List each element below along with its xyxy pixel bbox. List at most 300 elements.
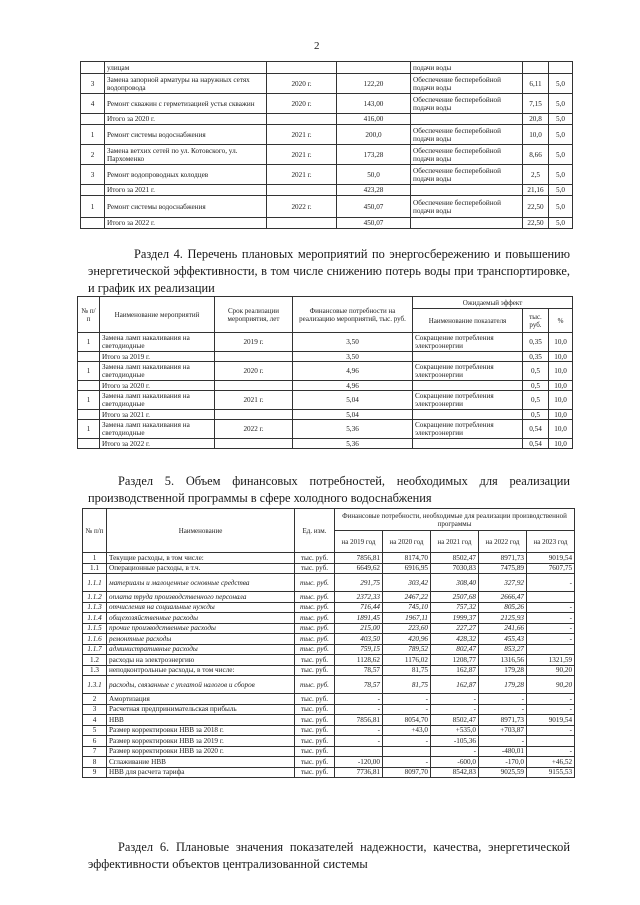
row-percent: 5,0 <box>549 185 573 196</box>
row-name: Замена ламп накаливания на светодиодные <box>100 391 215 410</box>
header-pct: % <box>549 309 573 333</box>
row-name: Расчетная предпринимательская прибыль <box>107 704 295 715</box>
table-row <box>83 767 575 778</box>
row-unit: тыс. руб. <box>295 736 335 747</box>
row-unit: тыс. руб. <box>295 757 335 768</box>
row-value: - <box>431 694 479 705</box>
row-unit: тыс. руб. <box>295 665 335 676</box>
row-number: 9 <box>83 767 107 778</box>
row-year: 2021 г. <box>215 391 293 410</box>
row-year: 2020 г. <box>267 94 337 114</box>
table-row <box>78 391 573 410</box>
row-value: 8502,47 <box>431 553 479 564</box>
row-name: Итого за 2022 г. <box>105 218 267 229</box>
table-row <box>83 694 575 705</box>
header-year: на 2019 год <box>335 531 383 553</box>
row-cost: 173,28 <box>337 145 411 165</box>
row-name: Ремонт водопроводных колодцев <box>105 165 267 185</box>
table-row <box>78 362 573 381</box>
row-value: 2666,47 <box>479 592 527 603</box>
table-row <box>83 665 575 676</box>
row-value: 241,66 <box>479 623 527 634</box>
table-row <box>83 613 575 624</box>
table-row <box>81 125 573 145</box>
section-6-heading: Раздел 6. Плановые значения показателей надежности, качества, энергетической эффективности объектов централизованной системы <box>88 840 570 871</box>
row-number: 1.1.4 <box>83 613 107 624</box>
row-value: 179,28 <box>479 665 527 676</box>
row-indicator <box>413 381 523 391</box>
row-value: 8502,47 <box>431 715 479 726</box>
row-value: 215,00 <box>335 623 383 634</box>
row-number <box>78 410 100 420</box>
row-name: общехозяйственные расходы <box>107 613 295 624</box>
row-cost: 5,04 <box>293 410 413 420</box>
row-year: 2020 г. <box>215 362 293 381</box>
row-cost: 143,00 <box>337 94 411 114</box>
table-row <box>83 553 575 564</box>
row-name: Замена запорной арматуры на наружных сетях водопровода <box>105 74 267 94</box>
row-name: неподконтрольные расходы, в том числе: <box>107 665 295 676</box>
row-year: 2021 г. <box>267 125 337 145</box>
table-row <box>81 145 573 165</box>
row-number: 1 <box>81 125 105 145</box>
row-value: +535,0 <box>431 725 479 736</box>
table-row <box>78 420 573 439</box>
row-value: 6649,62 <box>335 563 383 574</box>
table-row <box>81 62 573 74</box>
row-year <box>267 62 337 74</box>
row-number: 2 <box>81 145 105 165</box>
row-cost: 3,50 <box>293 333 413 352</box>
header-unit: Ед. изм. <box>295 509 335 553</box>
table-row <box>83 715 575 726</box>
row-cost: 50,0 <box>337 165 411 185</box>
row-value: 7607,75 <box>527 563 575 574</box>
row-percent: 5,0 <box>549 218 573 229</box>
row-name: прочие производственные расходы <box>107 623 295 634</box>
table-row <box>78 410 573 420</box>
row-percent: 5,0 <box>549 74 573 94</box>
row-number: 1.1.2 <box>83 592 107 603</box>
row-value: 420,96 <box>383 634 431 645</box>
row-value: 0,35 <box>523 333 549 352</box>
row-value: 0,5 <box>523 381 549 391</box>
row-percent: 5,0 <box>549 94 573 114</box>
row-number: 1 <box>78 362 100 381</box>
row-unit: тыс. руб. <box>295 592 335 603</box>
row-number: 1 <box>78 391 100 410</box>
row-value: 8971,73 <box>479 715 527 726</box>
row-value: 8971,73 <box>479 553 527 564</box>
row-value: 0,5 <box>523 391 549 410</box>
row-name: расходы, связанные с уплатой налогов и сборов <box>107 676 295 694</box>
row-name: Размер корректировки НВВ за 2018 г. <box>107 725 295 736</box>
row-number: 3 <box>83 704 107 715</box>
row-value: 0,54 <box>523 420 549 439</box>
row-value: - <box>527 704 575 715</box>
row-unit: тыс. руб. <box>295 613 335 624</box>
row-year <box>267 114 337 125</box>
row-cost: 5,36 <box>293 420 413 439</box>
row-number <box>81 185 105 196</box>
row-value: -120,00 <box>335 757 383 768</box>
row-value: +43,0 <box>383 725 431 736</box>
row-value: - <box>431 746 479 757</box>
row-value: - <box>527 694 575 705</box>
row-year <box>215 381 293 391</box>
header-financial-needs: Финансовые потребности, необходимые для реализации производственной программы <box>335 509 575 531</box>
row-value: -105,36 <box>431 736 479 747</box>
row-value: 0,5 <box>523 362 549 381</box>
row-value: - <box>527 634 575 645</box>
row-value: - <box>383 757 431 768</box>
table-row <box>83 634 575 645</box>
row-value: - <box>335 694 383 705</box>
row-value: 2507,68 <box>431 592 479 603</box>
row-cost: 450,07 <box>337 218 411 229</box>
row-percent <box>549 62 573 74</box>
row-number <box>78 439 100 449</box>
row-name: Замена ветхих сетей по ул. Котовского, ул. Пархоменко <box>105 145 267 165</box>
row-effect: подачи воды <box>411 62 523 74</box>
row-value: 789,52 <box>383 644 431 655</box>
row-value: 227,27 <box>431 623 479 634</box>
row-value: 8,66 <box>523 145 549 165</box>
row-name: Размер корректировки НВВ за 2019 г. <box>107 736 295 747</box>
row-name: Итого за 2022 г. <box>100 439 215 449</box>
row-effect: Обеспечение бесперебойной подачи воды <box>411 74 523 94</box>
table-row <box>83 655 575 666</box>
row-cost: 423,28 <box>337 185 411 196</box>
row-value: 759,15 <box>335 644 383 655</box>
header-num: № п/п <box>78 297 100 333</box>
row-value: 805,26 <box>479 602 527 613</box>
row-value: 6916,95 <box>383 563 431 574</box>
row-percent: 10,0 <box>549 362 573 381</box>
row-value: - <box>431 704 479 715</box>
row-value: 1208,77 <box>431 655 479 666</box>
row-number <box>78 352 100 362</box>
table-row <box>81 185 573 196</box>
row-value: 7,15 <box>523 94 549 114</box>
row-value: 1999,37 <box>431 613 479 624</box>
row-value: 2,5 <box>523 165 549 185</box>
row-value: 9025,59 <box>479 767 527 778</box>
row-number <box>81 62 105 74</box>
table-row <box>83 602 575 613</box>
row-value: +46,52 <box>527 757 575 768</box>
row-indicator: Сокращение потребления электроэнергии <box>413 362 523 381</box>
row-percent: 10,0 <box>549 352 573 362</box>
row-unit: тыс. руб. <box>295 746 335 757</box>
row-name: Итого за 2021 г. <box>105 185 267 196</box>
row-name: Амортизация <box>107 694 295 705</box>
row-name: Ремонт системы водоснабжения <box>105 125 267 145</box>
row-percent: 10,0 <box>549 391 573 410</box>
row-number: 6 <box>83 736 107 747</box>
row-name: Замена ламп накаливания на светодиодные <box>100 362 215 381</box>
row-number: 1 <box>83 553 107 564</box>
row-percent: 10,0 <box>549 333 573 352</box>
row-effect: Обеспечение бесперебойной подачи воды <box>411 145 523 165</box>
row-value: 291,75 <box>335 574 383 592</box>
header-cost: Финансовые потребности на реализацию мероприятий, тыс. руб. <box>293 297 413 333</box>
row-year: 2021 г. <box>267 165 337 185</box>
row-value: 8174,70 <box>383 553 431 564</box>
row-value: 8054,70 <box>383 715 431 726</box>
row-value: 7475,89 <box>479 563 527 574</box>
section-5-heading: Раздел 5. Объем финансовых потребностей, необходимых для реализации производственной программы в сфере холодного водоснабжения <box>88 474 570 505</box>
row-unit: тыс. руб. <box>295 563 335 574</box>
row-value: 7030,83 <box>431 563 479 574</box>
continuation-table <box>80 61 573 229</box>
row-unit: тыс. руб. <box>295 623 335 634</box>
row-value: +703,87 <box>479 725 527 736</box>
row-value: 162,87 <box>431 676 479 694</box>
table-row <box>83 704 575 715</box>
table-row <box>83 725 575 736</box>
row-value: - <box>383 694 431 705</box>
row-year <box>267 185 337 196</box>
table-row <box>83 736 575 747</box>
row-value: 2467,22 <box>383 592 431 603</box>
table-row <box>78 333 573 352</box>
row-cost: 200,0 <box>337 125 411 145</box>
row-cost: 4,96 <box>293 381 413 391</box>
header-year: на 2022 год <box>479 531 527 553</box>
table-row <box>81 196 573 218</box>
row-cost: 4,96 <box>293 362 413 381</box>
row-value: 1316,56 <box>479 655 527 666</box>
row-value: 0,5 <box>523 410 549 420</box>
row-value: 1321,59 <box>527 655 575 666</box>
row-name: Итого за 2020 г. <box>105 114 267 125</box>
row-value: - <box>527 746 575 757</box>
row-value: 7856,81 <box>335 715 383 726</box>
row-value: 757,32 <box>431 602 479 613</box>
row-value: 10,0 <box>523 125 549 145</box>
row-percent: 10,0 <box>549 420 573 439</box>
row-number: 3 <box>81 74 105 94</box>
row-cost: 3,50 <box>293 352 413 362</box>
row-value: 22,50 <box>523 196 549 218</box>
row-number: 1 <box>78 420 100 439</box>
row-year: 2022 г. <box>267 196 337 218</box>
table-row <box>83 757 575 768</box>
row-percent: 5,0 <box>549 165 573 185</box>
row-value: 81,75 <box>383 665 431 676</box>
row-unit: тыс. руб. <box>295 767 335 778</box>
row-value: 9155,53 <box>527 767 575 778</box>
row-indicator <box>413 410 523 420</box>
row-name: Итого за 2019 г. <box>100 352 215 362</box>
row-value: 21,16 <box>523 185 549 196</box>
row-year <box>215 352 293 362</box>
row-year: 2020 г. <box>267 74 337 94</box>
table-row <box>81 114 573 125</box>
header-year: на 2021 год <box>431 531 479 553</box>
row-unit: тыс. руб. <box>295 704 335 715</box>
table-row <box>83 623 575 634</box>
row-value: 78,57 <box>335 665 383 676</box>
header-name: Наименование <box>107 509 295 553</box>
row-number: 1.1.3 <box>83 602 107 613</box>
row-name: Операционные расходы, в т.ч. <box>107 563 295 574</box>
table-row <box>83 676 575 694</box>
row-unit: тыс. руб. <box>295 644 335 655</box>
row-unit: тыс. руб. <box>295 676 335 694</box>
row-value: 0,35 <box>523 352 549 362</box>
row-value: 308,40 <box>431 574 479 592</box>
row-number: 1.1.5 <box>83 623 107 634</box>
row-value: 162,87 <box>431 665 479 676</box>
table-row <box>78 381 573 391</box>
row-number: 8 <box>83 757 107 768</box>
row-year: 2019 г. <box>215 333 293 352</box>
row-number: 1.1 <box>83 563 107 574</box>
row-indicator: Сокращение потребления электроэнергии <box>413 391 523 410</box>
row-value <box>335 746 383 757</box>
row-year <box>215 410 293 420</box>
row-indicator: Сокращение потребления электроэнергии <box>413 420 523 439</box>
row-cost: 416,00 <box>337 114 411 125</box>
row-value <box>527 736 575 747</box>
header-thous: тыс. руб. <box>523 309 549 333</box>
row-effect <box>411 114 523 125</box>
table-row <box>83 563 575 574</box>
row-number: 3 <box>81 165 105 185</box>
row-name: Ремонт системы водоснабжения <box>105 196 267 218</box>
row-value: 223,60 <box>383 623 431 634</box>
row-value: 745,10 <box>383 602 431 613</box>
row-value: 8097,70 <box>383 767 431 778</box>
row-unit: тыс. руб. <box>295 725 335 736</box>
row-value: - <box>335 736 383 747</box>
row-effect <box>411 185 523 196</box>
header-name: Наименование мероприятий <box>100 297 215 333</box>
row-cost: 122,20 <box>337 74 411 94</box>
row-indicator <box>413 439 523 449</box>
row-value: - <box>335 725 383 736</box>
row-number <box>78 381 100 391</box>
row-value: 1128,62 <box>335 655 383 666</box>
row-value: - <box>527 725 575 736</box>
row-value: - <box>383 736 431 747</box>
row-name: Размер корректировки НВВ за 2020 г. <box>107 746 295 757</box>
row-percent: 5,0 <box>549 196 573 218</box>
row-number: 4 <box>83 715 107 726</box>
row-value: 9019,54 <box>527 553 575 564</box>
row-name: Замена ламп накаливания на светодиодные <box>100 420 215 439</box>
section-5-table <box>82 508 575 778</box>
row-effect: Обеспечение бесперебойной подачи воды <box>411 125 523 145</box>
row-effect: Обеспечение бесперебойной подачи воды <box>411 165 523 185</box>
row-unit: тыс. руб. <box>295 602 335 613</box>
row-percent: 5,0 <box>549 125 573 145</box>
row-value: 403,50 <box>335 634 383 645</box>
page-number: 2 <box>314 40 320 52</box>
row-percent: 5,0 <box>549 114 573 125</box>
row-value: 1176,02 <box>383 655 431 666</box>
row-value: 9019,54 <box>527 715 575 726</box>
row-name: Замена ламп накаливания на светодиодные <box>100 333 215 352</box>
row-unit: тыс. руб. <box>295 634 335 645</box>
row-year: 2021 г. <box>267 145 337 165</box>
row-effect: Обеспечение бесперебойной подачи воды <box>411 94 523 114</box>
section-4-heading: Раздел 4. Перечень плановых мероприятий по энергосбережению и повышению энергетической эффективности, в том числе снижению потерь воды при транспортировке, и график их реализации <box>88 247 570 295</box>
header-year: на 2023 год <box>527 531 575 553</box>
table-row <box>81 74 573 94</box>
row-value <box>383 746 431 757</box>
table-row <box>83 644 575 655</box>
header-indicator: Наименование показателя <box>413 309 523 333</box>
row-value: 81,75 <box>383 676 431 694</box>
row-number: 2 <box>83 694 107 705</box>
row-number: 7 <box>83 746 107 757</box>
row-value: 2372,33 <box>335 592 383 603</box>
row-value: 802,47 <box>431 644 479 655</box>
row-value: 455,43 <box>479 634 527 645</box>
row-cost: 5,04 <box>293 391 413 410</box>
row-percent: 10,0 <box>549 439 573 449</box>
row-value: 90,20 <box>527 676 575 694</box>
row-number: 1.3 <box>83 665 107 676</box>
row-value: 327,92 <box>479 574 527 592</box>
row-percent: 10,0 <box>549 381 573 391</box>
row-number: 1.1.7 <box>83 644 107 655</box>
header-year: на 2020 год <box>383 531 431 553</box>
row-name: Сглаживание НВВ <box>107 757 295 768</box>
row-value: - <box>335 704 383 715</box>
row-name: Ремонт скважин с герметизацией устья скважин <box>105 94 267 114</box>
row-unit: тыс. руб. <box>295 694 335 705</box>
row-percent: 5,0 <box>549 145 573 165</box>
row-value: 7736,81 <box>335 767 383 778</box>
row-year <box>267 218 337 229</box>
row-name: отчисления на социальные нужды <box>107 602 295 613</box>
row-value: 90,20 <box>527 665 575 676</box>
row-value: 428,32 <box>431 634 479 645</box>
row-value: 20,8 <box>523 114 549 125</box>
row-name: административные расходы <box>107 644 295 655</box>
row-value: 853,27 <box>479 644 527 655</box>
row-value: 78,57 <box>335 676 383 694</box>
row-unit: тыс. руб. <box>295 655 335 666</box>
row-year <box>215 439 293 449</box>
row-value: 1891,45 <box>335 613 383 624</box>
row-number: 1 <box>81 196 105 218</box>
row-name: НВВ <box>107 715 295 726</box>
row-percent: 10,0 <box>549 410 573 420</box>
row-value: 303,42 <box>383 574 431 592</box>
row-number: 1.3.1 <box>83 676 107 694</box>
row-year: 2022 г. <box>215 420 293 439</box>
row-effect <box>411 218 523 229</box>
table-row <box>83 592 575 603</box>
row-indicator <box>413 352 523 362</box>
table-row <box>81 165 573 185</box>
row-name: оплата труда производственного персонала <box>107 592 295 603</box>
row-value: 8542,83 <box>431 767 479 778</box>
row-name: расходы на электроэнергию <box>107 655 295 666</box>
row-value: - <box>479 694 527 705</box>
row-value: 1967,11 <box>383 613 431 624</box>
row-number <box>81 218 105 229</box>
row-effect: Обеспечение бесперебойной подачи воды <box>411 196 523 218</box>
row-name: материалы и малоценные основные средства <box>107 574 295 592</box>
row-value <box>527 644 575 655</box>
row-cost: 5,36 <box>293 439 413 449</box>
